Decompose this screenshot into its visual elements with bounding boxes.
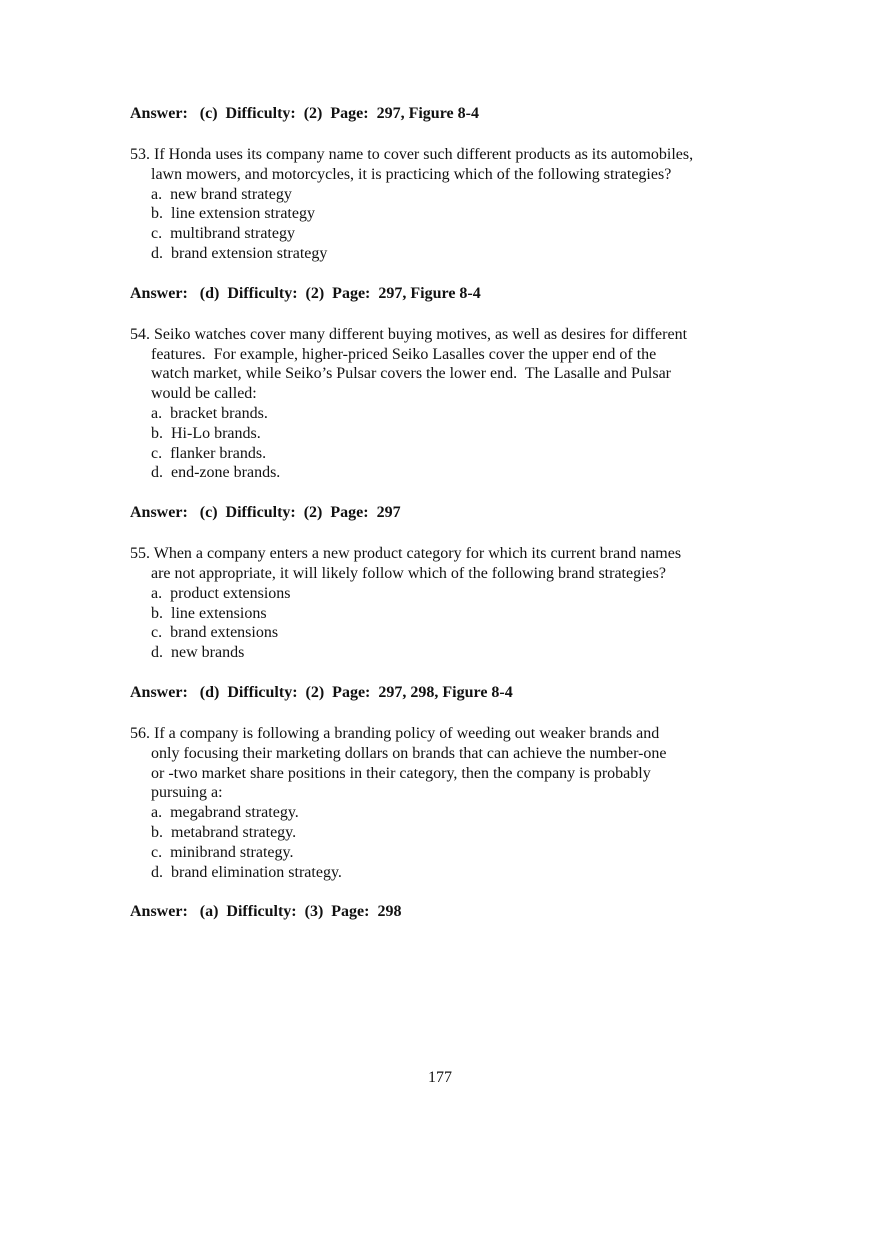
question-stem — [130, 145, 770, 185]
option-d: d. end-zone brands. — [151, 464, 281, 482]
option-d: d. brand elimination strategy. — [151, 863, 342, 881]
option-a: a. new brand strategy — [151, 185, 292, 203]
answer-options — [130, 404, 770, 483]
answer-line: Answer: (d) Difficulty: (2) Page: 297, 298, Figure 8-4 — [130, 683, 513, 701]
option-d: d. brand extension strategy — [151, 244, 328, 262]
answer-options — [130, 803, 770, 882]
option-b: b. line extension strategy — [151, 205, 315, 223]
question-line: or -two market share positions in their category, then the company is probably — [151, 764, 651, 782]
option-d: d. new brands — [151, 644, 245, 662]
answer-options — [130, 185, 770, 264]
question-line: are not appropriate, it will likely follow which of the following brand strategies? — [151, 564, 666, 582]
question-stem — [130, 724, 770, 803]
question-line: 53. If Honda uses its company name to cover such different products as its automobiles, — [130, 146, 694, 163]
question-line: watch market, while Seiko’s Pulsar covers the lower end. The Lasalle and Pulsar — [151, 365, 672, 383]
answer-line: Answer: (c) Difficulty: (2) Page: 297 — [130, 504, 401, 522]
option-c: c. flanker brands. — [151, 444, 267, 462]
option-a: a. megabrand strategy. — [151, 804, 299, 822]
option-c: c. minibrand strategy. — [151, 843, 294, 861]
option-c: c. brand extensions — [151, 624, 279, 642]
option-b: b. metabrand strategy. — [151, 823, 297, 841]
question-line: pursuing a: — [151, 784, 223, 802]
option-a: a. bracket brands. — [151, 404, 268, 422]
answer-line: Answer: (c) Difficulty: (2) Page: 297, Figure 8-4 — [130, 105, 479, 122]
option-a: a. product extensions — [151, 584, 291, 602]
answer-line: Answer: (a) Difficulty: (3) Page: 298 — [130, 903, 402, 921]
question-line: 55. When a company enters a new product category for which its current brand names — [130, 545, 682, 563]
answer-options — [130, 584, 770, 663]
question-56 — [130, 724, 770, 882]
question-line: features. For example, higher-priced Seiko Lasalles cover the upper end of the — [151, 345, 657, 363]
option-b: b. line extensions — [151, 604, 267, 622]
answer-line: Answer: (d) Difficulty: (2) Page: 297, Figure 8-4 — [130, 284, 481, 302]
question-line: only focusing their marketing dollars on brands that can achieve the number-one — [151, 744, 667, 762]
question-stem — [130, 544, 770, 584]
question-line: lawn mowers, and motorcycles, it is practicing which of the following strategies? — [151, 165, 672, 183]
question-line: 54. Seiko watches cover many different buying motives, as well as desires for different — [130, 325, 688, 343]
question-54 — [130, 325, 770, 483]
option-b: b. Hi-Lo brands. — [151, 424, 261, 442]
question-line: 56. If a company is following a branding policy of weeding out weaker brands and — [130, 724, 660, 742]
option-c: c. multibrand strategy — [151, 225, 295, 243]
page-content — [130, 104, 770, 922]
question-55 — [130, 544, 770, 663]
question-stem — [130, 325, 770, 404]
page-number: 177 — [428, 1069, 452, 1086]
question-53 — [130, 145, 770, 264]
question-line: would be called: — [151, 385, 257, 403]
